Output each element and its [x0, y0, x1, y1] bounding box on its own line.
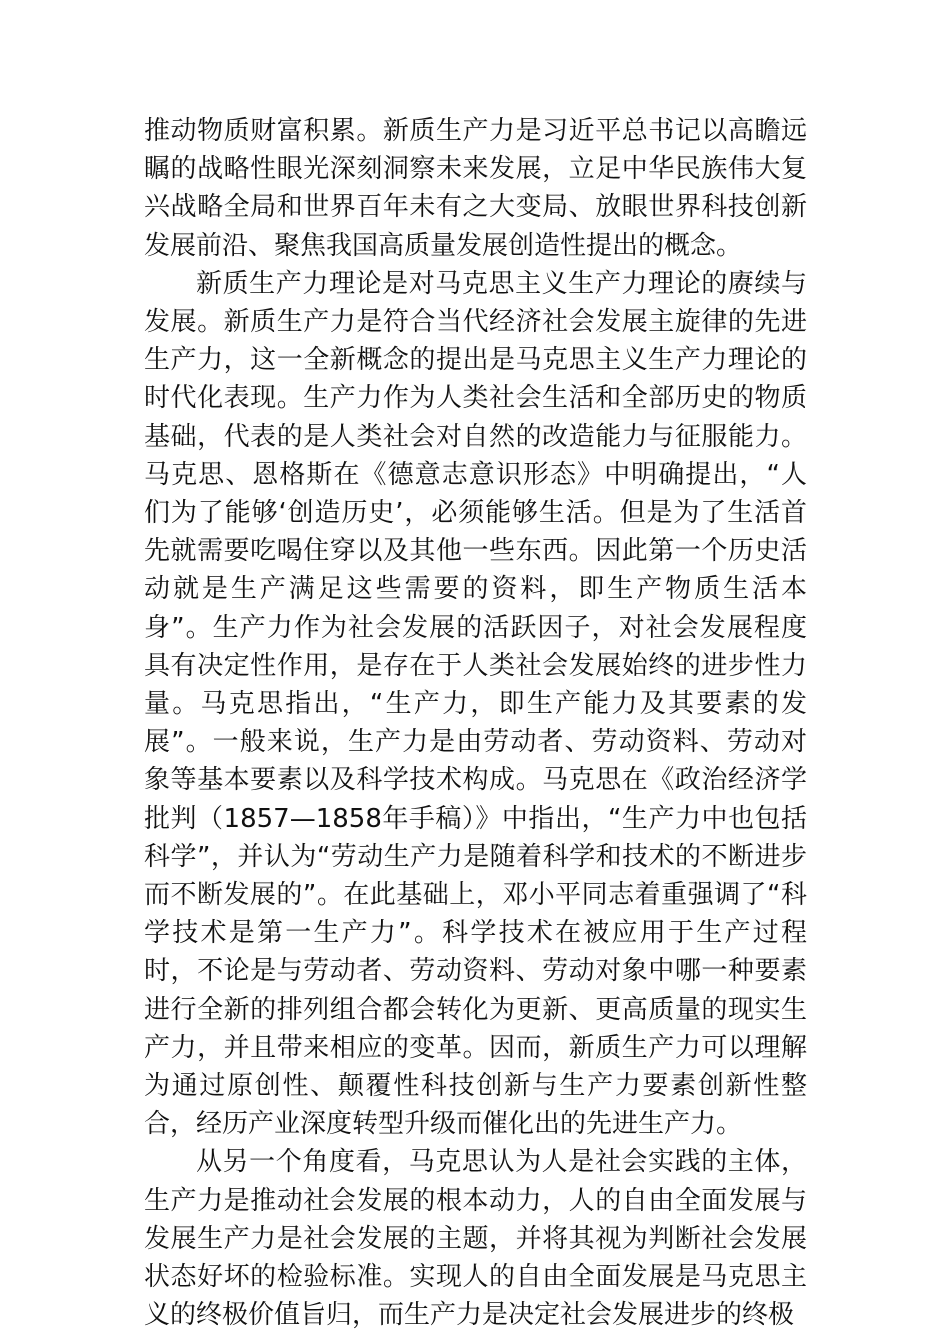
- paragraph-productivity-theory: 新质生产力理论是对马克思主义生产力理论的赓续与发展。新质生产力是符合当代经济社会发展主旋律的先进生产力，这一全新概念的提出是马克思主义生产力理论的时代化表现。生产力作为人类社会生活和全部历史的物质基础，代表的是人类社会对自然的改造能力与征服能力。马克思、恩格斯在《德意志意识形态》中明确提出，“人们为了能够‘创造历史’，必须能够生活。但是为了生活首先就需要吃喝住穿以及其他一些东西。因此第一个历史活动就是生产满足这些需要的资料，即生产物质生活本身”。生产力作为社会发展的活跃因子，对社会发展程度具有决定性作用，是存在于人类社会发展始终的进步性力量。马克思指出，“生产力，即生产能力及其要素的发展”。一般来说，生产力是由劳动者、劳动资料、劳动对象等基本要素以及科学技术构成。马克思在《政治经济学批判（1857—1858年手稿）》中指出，“生产力中也包括科学”，并认为“劳动生产力是随着科学和技术的不断进步而不断发展的”。在此基础上，邓小平同志着重强调了“科学技术是第一生产力”。科学技术在被应用于生产过程时，不论是与劳动者、劳动资料、劳动对象中哪一种要素进行全新的排列组合都会转化为更新、更高质量的现实生产力，并且带来相应的变革。因而，新质生产力可以理解为通过原创性、颠覆性科技创新与生产力要素创新性整合，经历产业深度转型升级而催化出的先进生产力。: [144, 268, 807, 1140]
- paragraph-human-development: 从另一个角度看，马克思认为人是社会实践的主体，生产力是推动社会发展的根本动力，人的自由全面发展与发展生产力是社会发展的主题，并将其视为判断社会发展状态好坏的检验标准。实现人的自由全面发展是马克思主义的终极价值旨归，而生产力是决定社会发展进步的终极: [144, 1147, 807, 1331]
- paragraph-continuation: 推动物质财富积累。新质生产力是习近平总书记以高瞻远瞩的战略性眼光深刻洞察未来发展，立足中华民族伟大复兴战略全局和世界百年未有之大变局、放眼世界科技创新发展前沿、聚焦我国高质量发展创造性提出的概念。: [144, 116, 807, 261]
- body-text: [144, 112, 807, 1335]
